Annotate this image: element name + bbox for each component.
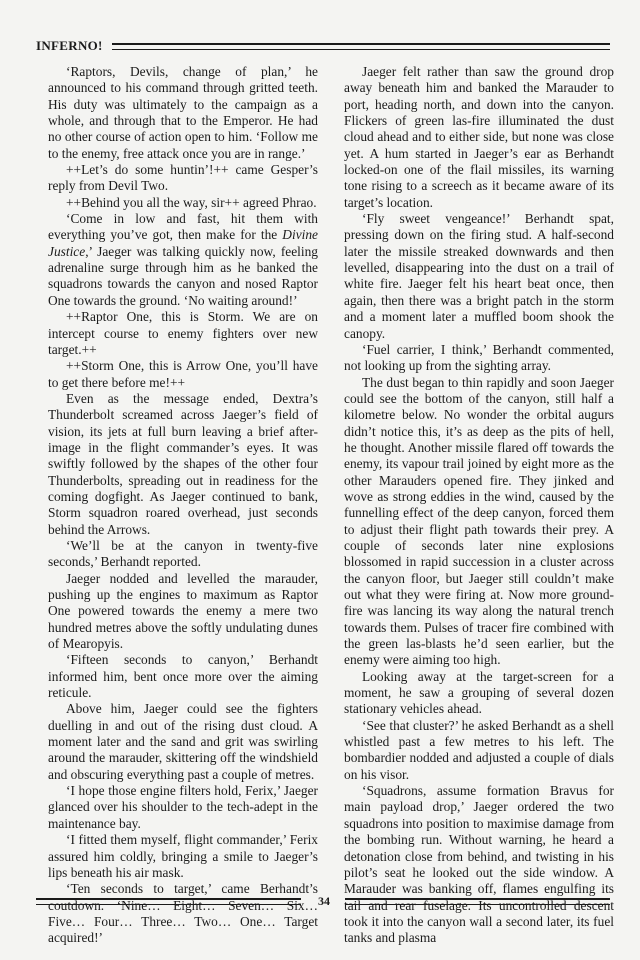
- paragraph: ‘I hope those engine filters hold, Ferix,’ Jaeger glanced over his shoulder to the tech-adept in the maintenance bay.: [48, 783, 318, 831]
- paragraph: ‘Raptors, Devils, change of plan,’ he announced to his command through gritted teeth. His duty was ultimately to the campaign as a whole, and through that to the Emperor. He had no other course of action open to him. ‘Follow me to the enemy, free attack once you are in range.’: [48, 64, 318, 161]
- paragraph: ++Raptor One, this is Storm. We are on intercept course to enemy fighters over new target.++: [48, 309, 318, 357]
- paragraph: ‘See that cluster?’ he asked Berhandt as a shell whistled past a few metres to his left. The bombardier nodded and adjusted a couple of dials on his visor.: [344, 717, 614, 782]
- footer-rule-right: [345, 898, 610, 905]
- paragraph: ‘Fifteen seconds to canyon,’ Berhandt informed him, bent once more over the aiming reticule.: [48, 652, 318, 701]
- left-column: [48, 64, 318, 946]
- paragraph: [48, 211, 318, 309]
- paragraph: Even as the message ended, Dextra’s Thunderbolt screamed across Jaeger’s field of vision, its jets at full burn leaving a brief after-image in the flight commander’s eyes. It was swiftly followed by the shapes of the other four Thunderbolts, spreading out in readiness for the coming dogfight. As Jaeger continued to bank, Storm squadron roared overhead, just seconds behind the Arrows.: [48, 390, 318, 537]
- paragraph-text: ‘Come in low and fast, hit them with everything you’ve got, then make for the: [48, 211, 318, 243]
- paragraph: ‘Fly sweet vengeance!’ Berhandt spat, pressing down on the firing stud. A half-second later the missile streaked downwards and then levelled, disappearing into the dust on a trail of white fire. Jaeger felt his heart beat once, then again, then there was a bright patch in the storm and a moment later a muffled boom shook the canopy.: [344, 211, 614, 341]
- running-header: [36, 38, 610, 54]
- page-footer: [36, 893, 610, 909]
- paragraph: Above him, Jaeger could see the fighters duelling in and out of the rising dust cloud. A moment later and the sand and grit was swirling around the marauder, skittering off the windshield and obscuring everything past a couple of metres.: [48, 701, 318, 782]
- paragraph: Looking away at the target-screen for a moment, he saw a grouping of several dozen stationary vehicles ahead.: [344, 668, 614, 717]
- page-number: 34: [318, 894, 330, 908]
- paragraph: ++Let’s do some huntin’!++ came Gesper’s reply from Devil Two.: [48, 162, 318, 194]
- right-column: [344, 64, 614, 946]
- paragraph-text: ,’ Jaeger was talking quickly now, feeling adrenaline surge through him as he banked the squadrons towards the canyon and nosed Raptor One towards the ground. ‘No waiting around!’: [48, 243, 318, 308]
- paragraph: ‘I fitted them myself, flight commander,’ Ferix assured him coldly, bringing a smile to Jaeger’s lips beneath his air mask.: [48, 832, 318, 880]
- paragraph: The dust began to thin rapidly and soon Jaeger could see the bottom of the canyon, still half a kilometre below. No wonder the orbital augurs didn’t notice this, it’s as deep as the pits of hell, he thought. Another missile flared off towards the enemy, its vapour trail joined by eight more as the other Marauders opened fire. They jinked and wove as strong eddies in the wind, caused by the funnelling effect of the deep canyon, forced them to adjust their flight path towards their prey. A couple of seconds later nine explosions blossomed in rapid succession in a cluster across the canyon floor, but Jaeger still couldn’t make out what they were firing at. Now more ground-fire was lancing its way along the natural trench towards them. Pulses of tracer fire combined with the green las-blasts he’d seen earlier, but the enemy were aiming too high.: [344, 374, 614, 668]
- paragraph: ‘We’ll be at the canyon in twenty-five seconds,’ Berhandt reported.: [48, 537, 318, 570]
- paragraph: Jaeger nodded and levelled the marauder, pushing up the engines to maximum as Raptor One powered towards the enemy a mere two hundred metres above the softly undulating dunes of Mearopyis.: [48, 570, 318, 652]
- paragraph: ++Behind you all the way, sir++ agreed Phrao.: [66, 194, 317, 210]
- paragraph: ‘Fuel carrier, I think,’ Berhandt commented, not looking up from the sighting array.: [344, 341, 614, 374]
- paragraph: ++Storm One, this is Arrow One, you’ll have to get there before me!++: [48, 358, 318, 390]
- paragraph: ‘Squadrons, assume formation Bravus for main payload drop,’ Jaeger ordered the two squadrons into position to maximise damage from the bombing run. Without warning, he heard a detonation close from behind, and twisting in his pilot’s seat he looked out the side window. A Marauder was banking off, flames engulfing its tail and rear fuselage. Its uncontrolled descent took it into the canyon wall a second later, its fuel tanks and plasma: [344, 783, 614, 946]
- book-title: INFERNO!: [36, 38, 107, 54]
- paragraph: Jaeger felt rather than saw the ground drop away beneath him and banked the Marauder to port, heading north, and down into the canyon. Flickers of green las-fire illuminated the dust cloud ahead and to either side, but none was close yet. A hum started in Jaeger’s ear as Berhandt locked-on one of the flail missiles, its warning tone rising to a screech as it became aware of its target’s location.: [344, 64, 614, 210]
- header-rule: [112, 43, 610, 50]
- footer-rule-left: [36, 898, 301, 905]
- paragraph: ‘Ten seconds to target,’ came Berhandt’s coutdown. ‘Nine… Eight… Seven… Six… Five… Four… Three… Two… One… Target acquired!’: [48, 881, 318, 946]
- ship-name: Divine Justice: [48, 227, 318, 259]
